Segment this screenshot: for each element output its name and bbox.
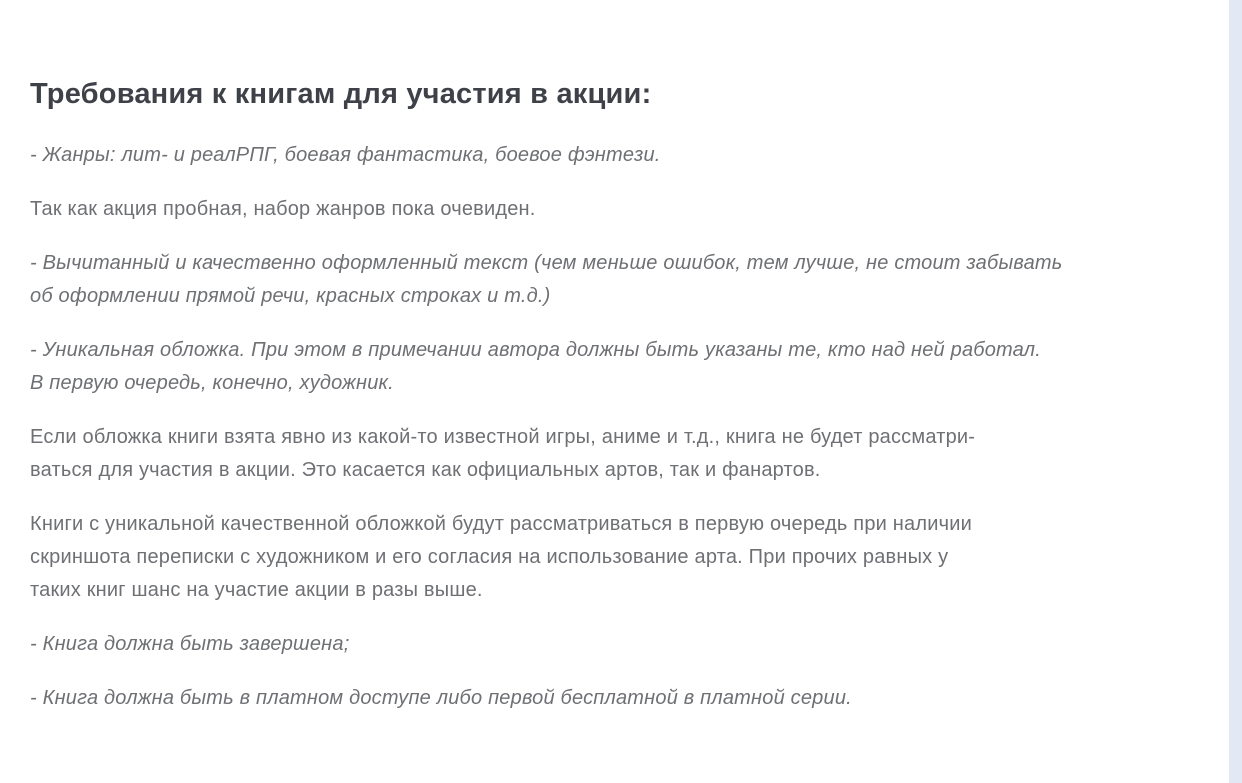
paragraph bbox=[30, 139, 1189, 172]
text-line: Так как акция пробная, набор жанров пока очевиден. bbox=[30, 198, 536, 220]
paragraph bbox=[30, 334, 1189, 400]
page-background-strip bbox=[1229, 0, 1242, 783]
paragraph bbox=[30, 508, 1189, 607]
text-line: таких книг шанс на участие акции в разы выше. bbox=[30, 579, 483, 601]
text-line: скриншота переписки с художником и его согласия на использование арта. При прочих равных у bbox=[30, 546, 949, 568]
article-body bbox=[30, 139, 1189, 715]
text-line: Если обложка книги взята явно из какой-то известной игры, аниме и т.д., книга не будет рассматри- bbox=[30, 426, 976, 448]
page-title: Требования к книгам для участия в акции: bbox=[30, 78, 652, 110]
text-line: об оформлении прямой речи, красных строках и т.д.) bbox=[30, 285, 551, 307]
text-line: Книги с уникальной качественной обложкой будут рассматриваться в первую очередь при наличии bbox=[30, 513, 972, 535]
text-line: - Книга должна быть завершена; bbox=[30, 633, 350, 655]
text-line: - Вычитанный и качественно оформленный текст (чем меньше ошибок, тем лучше, не стоит забывать bbox=[30, 252, 1063, 274]
text-line: - Книга должна быть в платном доступе либо первой бесплатной в платной серии. bbox=[30, 687, 852, 709]
text-line: - Уникальная обложка. При этом в примечании автора должны быть указаны те, кто над ней работал. bbox=[30, 339, 1042, 361]
paragraph bbox=[30, 421, 1189, 487]
text-line: - Жанры: лит- и реалРПГ, боевая фантастика, боевое фэнтези. bbox=[30, 144, 661, 166]
paragraph bbox=[30, 682, 1189, 715]
paragraph bbox=[30, 193, 1189, 226]
paragraph bbox=[30, 247, 1189, 313]
paragraph bbox=[30, 628, 1189, 661]
text-line: В первую очередь, конечно, художник. bbox=[30, 372, 394, 394]
text-line: ваться для участия в акции. Это касается как официальных артов, так и фанартов. bbox=[30, 459, 821, 481]
